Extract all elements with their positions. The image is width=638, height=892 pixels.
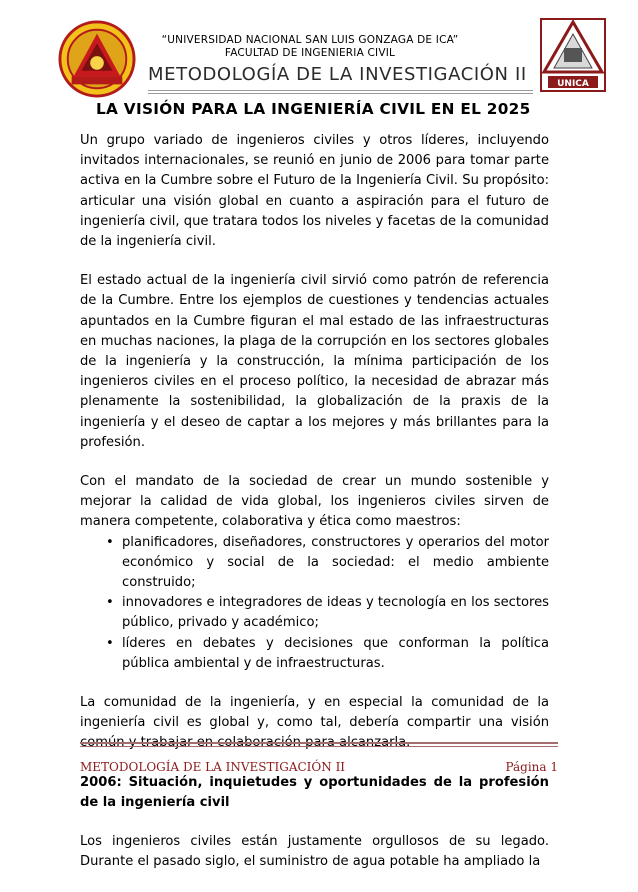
section-text: Los ingenieros civiles están justamente orgullosos de su legado. Durante el pasado siglo, el suministro de agua potable ha ampliado la: [80, 834, 549, 870]
paragraph-global-community: La comunidad de la ingeniería, y en especial la comunidad de la ingeniería civil es global y, como tal, debería compartir una visión común y trabajar en colaboración para alcanzarla.: [80, 695, 549, 751]
paragraph-current-state: El estado actual de la ingeniería civil sirvió como patrón de referencia de la Cumbre. Entre los ejemplos de cuestiones y tendencias actuales apuntados en la Cumbre figuran el mal estado de las infraestructuras en muchas naciones, la plaga de la corrupción en los sectores globales de la ingeniería y la construcción, la mínima participación de los ingenieros civiles en el proceso político, la necesidad de abrazar más plenamente la sostenibilidad, la globalización de la praxis de la ingeniería y el deseo de captar a los mejores y más brillantes para la profesión.: [80, 273, 549, 450]
document-title: LA VISIÓN PARA LA INGENIERÍA CIVIL EN EL 2025: [96, 100, 531, 118]
university-title: “UNIVERSIDAD NACIONAL SAN LUIS GONZAGA DE ICA”: [161, 34, 459, 46]
footer-divider-secondary: [80, 746, 558, 747]
paragraph-summit: Un grupo variado de ingenieros civiles y otros líderes, incluyendo invitados internacionales, se reunió en junio de 2006 para tomar parte activa en la Cumbre sobre el Futuro de la Ingeniería Civil. Su propósito: articular una visión global en cuanto a aspiración para el futuro de ingeniería civil, que tratara todos los niveles y facetas de la comunidad de la ingeniería civil.: [80, 133, 549, 250]
list-item-innovators: • innovadores e integradores de ideas y tecnología en los sectores público, privado y académico;: [122, 593, 549, 633]
section-heading: 2006: Situación, inquietudes y oportunidades de la profesión de la ingeniería civil: [80, 774, 549, 810]
roles-list: [80, 533, 549, 674]
footer-divider: [80, 742, 558, 744]
unica-logo-text: UNICA: [557, 79, 589, 89]
list-item-leaders: • líderes en debates y decisiones que conforman la política pública ambiental y de infraestructuras.: [122, 634, 549, 674]
page-header: [0, 0, 638, 100]
header-divider: [148, 90, 533, 91]
university-seal-icon: [58, 20, 136, 98]
course-title: METODOLOGÍA DE LA INVESTIGACIÓN II: [148, 64, 527, 85]
header-divider-secondary: [148, 93, 533, 94]
document-body: [80, 131, 549, 892]
university-name: [150, 34, 470, 60]
unica-logo-icon: [540, 18, 606, 92]
paragraph-mandate: Con el mandato de la sociedad de crear un mundo sostenible y mejorar la calidad de vida global, los ingenieros civiles sirven de manera competente, colaborativa y ética como maestros:: [80, 474, 549, 530]
footer-course-title: METODOLOGÍA DE LA INVESTIGACIÓN II: [80, 760, 346, 774]
page-number: Página 1: [505, 760, 558, 774]
faculty-name: FACULTAD DE INGENIERIA CIVIL: [224, 47, 396, 59]
list-item-planners: • planificadores, diseñadores, constructores y operarios del motor económico y social de la sociedad: el medio ambiente construido;: [122, 533, 549, 594]
